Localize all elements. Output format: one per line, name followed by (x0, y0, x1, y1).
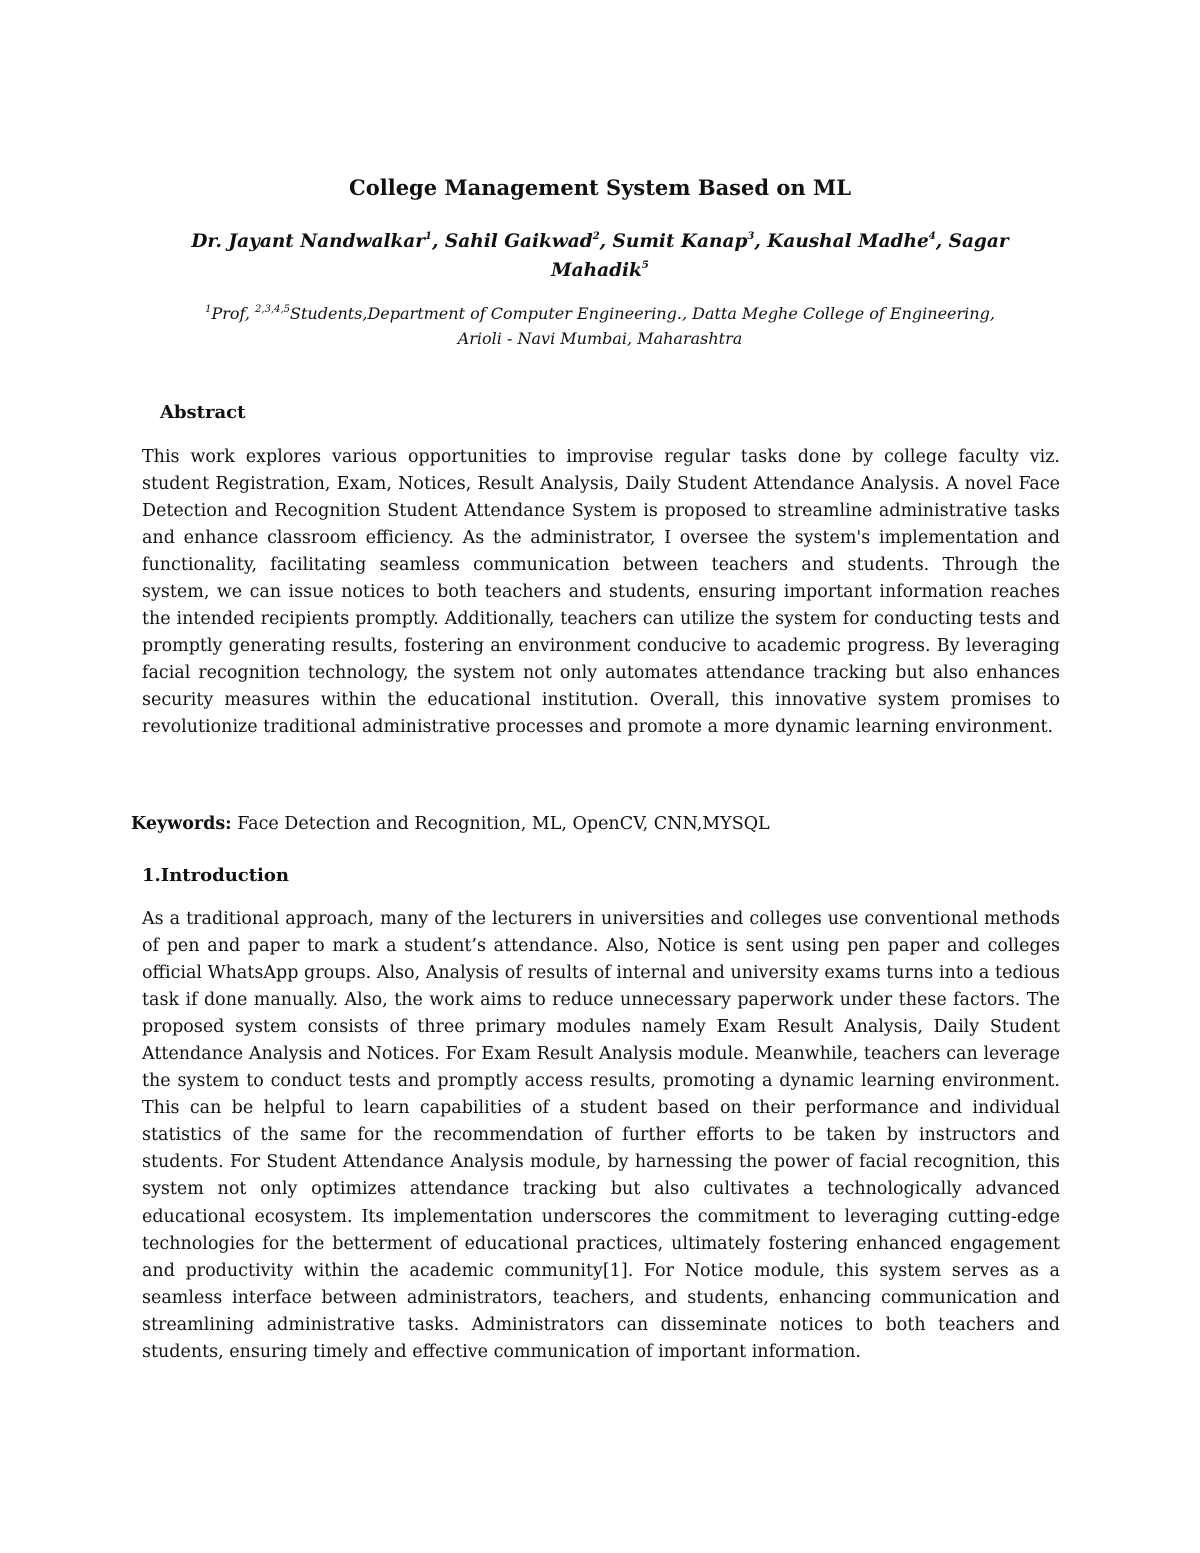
affiliation (150, 301, 1050, 351)
author (445, 231, 613, 252)
affiliation-line-1 (150, 301, 1050, 326)
author (613, 231, 768, 252)
introduction-heading: 1.Introduction (142, 865, 289, 886)
author-superscript: 4 (928, 230, 936, 242)
keywords (131, 810, 770, 838)
author-superscript: 2 (592, 230, 600, 242)
keywords-label: Keywords: (131, 814, 232, 834)
author-separator: , (935, 231, 949, 252)
author-superscript: 5 (641, 259, 649, 271)
author (767, 231, 948, 252)
author (191, 231, 445, 252)
introduction-text: As a traditional approach, many of the lecturers in universities and colleges use conventional methods of pen and paper to mark a student’s attendance. Also, Notice is sent using pen paper and colleges official WhatsApp groups. Also, Analysis of results of internal and university exams turns into a tedious task if done manually. Also, the work aims to reduce unnecessary paperwork under these factors. The proposed system consists of three primary modules namely Exam Result Analysis, Daily Student Attendance Analysis and Notices. For Exam Result Analysis module. Meanwhile, teachers can leverage the system to conduct tests and promptly access results, promoting a dynamic learning environment. This can be helpful to learn capabilities of a student based on their performance and individual statistics of the same for the recommendation of further efforts to be taken by instructors and students. For Student Attendance Analysis module, by harnessing the power of facial recognition, this system not only optimizes attendance tracking but also cultivates a technologically advanced educational ecosystem. Its implementation underscores the commitment to leveraging cutting-edge technologies for the betterment of educational practices, ultimately fostering enhanced engagement and productivity within the academic community[1]. For Notice module, this system serves as a seamless interface between administrators, teachers, and students, enhancing communication and streamlining administrative tasks. Administrators can disseminate notices to both teachers and students, ensuring timely and effective communication of important information. (142, 909, 1060, 1362)
author-separator: , (599, 231, 613, 252)
author-separator: , (432, 231, 445, 252)
affiliation-superscript: 2,3,4,5 (255, 303, 291, 315)
author-name: Sumit Kanap (612, 231, 748, 252)
paper-title: College Management System Based on ML (349, 175, 851, 200)
affiliation-students: Students,Department of Computer Engineering., Datta Meghe College of Engineering, (290, 304, 995, 323)
author-name: Sagar Mahadik (551, 231, 1009, 281)
author-name: Kaushal Madhe (767, 231, 929, 252)
author-list (180, 227, 1020, 285)
affiliation-superscript: 1 (205, 303, 212, 315)
keywords-text: Face Detection and Recognition, ML, OpenCV, CNN,MYSQL (231, 814, 770, 834)
affiliation-line-2: Arioli - Navi Mumbai, Maharashtra (457, 329, 743, 348)
author-superscript: 1 (425, 230, 433, 242)
author-name: Dr. Jayant Nandwalkar (191, 231, 426, 252)
author-superscript: 3 (747, 230, 755, 242)
abstract-heading: Abstract (160, 402, 246, 423)
author-name: Sahil Gaikwad (444, 231, 593, 252)
abstract-text: This work explores various opportunities to improvise regular tasks done by college faculty viz. student Registration, Exam, Notices, Result Analysis, Daily Student Attendance Analysis. A novel Face Detection and Recognition Student Attendance System is proposed to streamline administrative tasks and enhance classroom efficiency. As the administrator, I oversee the system's implementation and functionality, facilitating seamless communication between teachers and students. Through the system, we can issue notices to both teachers and students, ensuring important information reaches the intended recipients promptly. Additionally, teachers can utilize the system for conducting tests and promptly generating results, fostering an environment conducive to academic progress. By leveraging facial recognition technology, the system not only automates attendance tracking but also enhances security measures within the educational institution. Overall, this innovative system promises to revolutionize traditional administrative processes and promote a more dynamic learning environment. (142, 447, 1060, 738)
author-separator: , (754, 231, 768, 252)
affiliation-prof: Prof, (211, 304, 256, 323)
